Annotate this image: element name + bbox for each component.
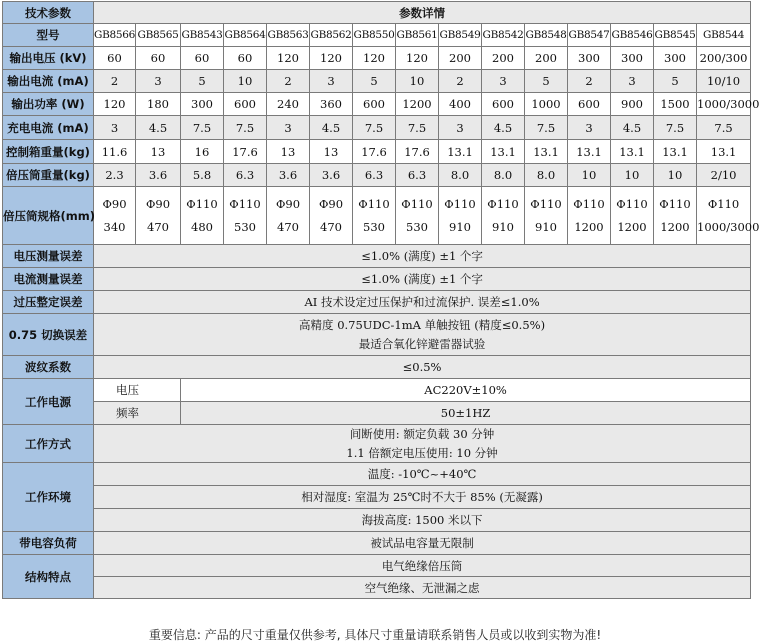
spec-cell: 7.5 — [525, 116, 568, 140]
spec-row — [3, 47, 751, 70]
model-cell: GB8543 — [181, 24, 224, 47]
switch-error-value — [94, 314, 751, 356]
spec-cell: 8.0 — [439, 164, 482, 187]
spec-cell: 6.3 — [396, 164, 439, 187]
row-ripple — [3, 356, 751, 379]
env-altitude: 海拔高度: 1500 米以下 — [94, 509, 751, 532]
size-diameter: Φ110 — [573, 197, 605, 211]
size-cell — [482, 187, 525, 245]
spec-cell: 4.5 — [136, 116, 181, 140]
spec-cell: 200 — [482, 47, 525, 70]
spec-cell: 17.6 — [224, 140, 267, 164]
env-humidity: 相对湿度: 室温为 25℃时不大于 85% (无凝露) — [94, 486, 751, 509]
spec-cell: 900 — [611, 93, 654, 116]
spec-cell: 1000 — [525, 93, 568, 116]
model-cell: GB8548 — [525, 24, 568, 47]
size-height: 1000/3000 — [697, 220, 759, 234]
work-mode-value — [94, 425, 751, 463]
spec-cell: 7.5 — [697, 116, 751, 140]
row-structure-1 — [3, 555, 751, 577]
size-height: 910 — [492, 220, 514, 234]
spec-cell: 1200 — [396, 93, 439, 116]
power-frequency-label: 频率 — [94, 402, 181, 425]
spec-cell: 3 — [439, 116, 482, 140]
row-power-frequency — [3, 402, 751, 425]
current-error-label: 电流测量误差 — [3, 268, 94, 291]
work-mode-label: 工作方式 — [3, 425, 94, 463]
size-row-label: 倍压筒规格(mm) — [3, 187, 94, 245]
spec-cell: 5 — [353, 70, 396, 93]
size-diameter: Φ110 — [707, 197, 740, 211]
spec-cell: 60 — [181, 47, 224, 70]
spec-cell: 2 — [267, 70, 310, 93]
row-current-error — [3, 268, 751, 291]
spec-cell: 120 — [310, 47, 353, 70]
model-cell: GB8550 — [353, 24, 396, 47]
spec-cell: 13.1 — [439, 140, 482, 164]
size-diameter: Φ90 — [145, 197, 171, 211]
size-diameter: Φ110 — [229, 197, 261, 211]
size-cell — [136, 187, 181, 245]
spec-cell: 2/10 — [697, 164, 751, 187]
spec-cell: 3 — [136, 70, 181, 93]
spec-row — [3, 116, 751, 140]
size-cell — [654, 187, 697, 245]
capacitive-load-label: 带电容负荷 — [3, 532, 94, 555]
spec-cell: 2.3 — [94, 164, 136, 187]
spec-cell: 1500 — [654, 93, 697, 116]
spec-cell: 400 — [439, 93, 482, 116]
structure-line1: 电气绝缘倍压筒 — [94, 555, 751, 577]
model-cell: GB8561 — [396, 24, 439, 47]
spec-cell: 120 — [94, 93, 136, 116]
spec-cell: 13 — [136, 140, 181, 164]
spec-cell: 180 — [136, 93, 181, 116]
size-diameter: Φ110 — [659, 197, 691, 211]
spec-row — [3, 164, 751, 187]
spec-cell: 13.1 — [525, 140, 568, 164]
spec-cell: 10/10 — [697, 70, 751, 93]
model-row — [3, 24, 751, 47]
size-cell — [353, 187, 396, 245]
size-height: 480 — [191, 220, 213, 234]
spec-cell: 5 — [654, 70, 697, 93]
spec-cell: 3.6 — [267, 164, 310, 187]
spec-cell: 7.5 — [224, 116, 267, 140]
spec-cell: 3 — [482, 70, 525, 93]
spec-cell: 120 — [396, 47, 439, 70]
size-diameter: Φ110 — [616, 197, 648, 211]
size-height: 470 — [147, 220, 169, 234]
spec-cell: 7.5 — [396, 116, 439, 140]
ripple-value: ≤0.5% — [94, 356, 751, 379]
header-label: 技术参数 — [3, 2, 94, 24]
spec-cell: 60 — [94, 47, 136, 70]
row-structure-2 — [3, 577, 751, 599]
env-temperature: 温度: -10℃~+40℃ — [94, 463, 751, 486]
power-voltage-value: AC220V±10% — [181, 379, 751, 402]
spec-cell: 8.0 — [482, 164, 525, 187]
model-cell: GB8564 — [224, 24, 267, 47]
model-cell: GB8565 — [136, 24, 181, 47]
spec-cell: 2 — [439, 70, 482, 93]
model-cell: GB8544 — [697, 24, 751, 47]
size-height: 1200 — [617, 220, 647, 234]
power-frequency-value: 50±1HZ — [181, 402, 751, 425]
size-height: 340 — [103, 220, 126, 234]
spec-cell: 200 — [439, 47, 482, 70]
model-label: 型号 — [3, 24, 94, 47]
spec-cell: 5.8 — [181, 164, 224, 187]
spec-cell: 300 — [568, 47, 611, 70]
row-env-temperature — [3, 463, 751, 486]
work-mode-line2: 1.1 倍额定电压使用: 10 分钟 — [346, 446, 498, 460]
spec-cell: 8.0 — [525, 164, 568, 187]
model-cell: GB8546 — [611, 24, 654, 47]
size-cell — [396, 187, 439, 245]
model-cell: GB8562 — [310, 24, 353, 47]
size-cell — [310, 187, 353, 245]
size-height: 470 — [320, 220, 342, 234]
spec-cell: 13.1 — [482, 140, 525, 164]
spec-cell: 13.1 — [568, 140, 611, 164]
size-diameter: Φ110 — [530, 197, 562, 211]
size-diameter: Φ110 — [487, 197, 519, 211]
spec-cell: 6.3 — [353, 164, 396, 187]
spec-cell: 200 — [525, 47, 568, 70]
spec-row-label: 输出功率 (W) — [3, 93, 94, 116]
power-supply-label: 工作电源 — [3, 379, 94, 425]
size-height: 910 — [535, 220, 557, 234]
size-cell — [439, 187, 482, 245]
spec-cell: 600 — [568, 93, 611, 116]
spec-row — [3, 140, 751, 164]
spec-cell: 10 — [396, 70, 439, 93]
header-title: 参数详情 — [94, 2, 751, 24]
row-switch-error — [3, 314, 751, 356]
header-row — [3, 2, 751, 24]
spec-cell: 16 — [181, 140, 224, 164]
size-height: 910 — [449, 220, 471, 234]
spec-cell: 60 — [136, 47, 181, 70]
switch-error-line1: 高精度 0.75UDC-1mA 单触按钮 (精度≤0.5%) — [299, 318, 546, 332]
spec-cell: 13.1 — [611, 140, 654, 164]
notice-text: 重要信息: 产品的尺寸重量仅供参考, 具体尺寸重量请联系销售人员或以收到实物为准! — [148, 628, 602, 642]
spec-cell: 300 — [611, 47, 654, 70]
spec-cell: 600 — [224, 93, 267, 116]
size-height: 530 — [363, 220, 385, 234]
size-height: 470 — [277, 220, 299, 234]
size-cell — [697, 187, 759, 245]
spec-cell: 2 — [94, 70, 136, 93]
spec-cell: 6.3 — [224, 164, 267, 187]
spec-cell: 7.5 — [353, 116, 396, 140]
spec-cell: 17.6 — [396, 140, 439, 164]
spec-cell: 7.5 — [181, 116, 224, 140]
work-mode-line1: 间断使用: 额定负载 30 分钟 — [349, 427, 495, 441]
size-cell — [94, 187, 136, 245]
spec-cell: 10 — [568, 164, 611, 187]
spec-cell: 4.5 — [611, 116, 654, 140]
spec-cell: 13.1 — [697, 140, 751, 164]
structure-line2: 空气绝缘、无泄漏之虑 — [94, 577, 751, 599]
spec-cell: 60 — [224, 47, 267, 70]
overvoltage-error-value: AI 技术设定过压保护和过流保护. 误差≤1.0% — [94, 291, 751, 314]
size-diameter: Φ110 — [401, 197, 433, 211]
size-diameter: Φ90 — [318, 197, 344, 211]
spec-cell: 4.5 — [482, 116, 525, 140]
spec-row — [3, 93, 751, 116]
spec-cell: 3 — [611, 70, 654, 93]
size-cell — [525, 187, 568, 245]
spec-cell: 1000/3000 — [697, 93, 751, 116]
row-env-altitude — [3, 509, 751, 532]
size-diameter: Φ90 — [102, 197, 127, 211]
row-overvoltage-error — [3, 291, 751, 314]
spec-table — [2, 1, 759, 599]
voltage-error-value: ≤1.0% (满度) ±1 个字 — [94, 245, 751, 268]
spec-cell: 3 — [568, 116, 611, 140]
voltage-error-label: 电压测量误差 — [3, 245, 94, 268]
spec-cell: 4.5 — [310, 116, 353, 140]
spec-cell: 600 — [482, 93, 525, 116]
spec-cell: 5 — [525, 70, 568, 93]
size-cell — [224, 187, 267, 245]
spec-row-label: 倍压筒重量(kg) — [3, 164, 94, 187]
spec-cell: 13 — [310, 140, 353, 164]
spec-cell: 2 — [568, 70, 611, 93]
spec-cell: 10 — [224, 70, 267, 93]
size-cell — [267, 187, 310, 245]
current-error-value: ≤1.0% (满度) ±1 个字 — [94, 268, 751, 291]
spec-cell: 10 — [654, 164, 697, 187]
spec-cell: 600 — [353, 93, 396, 116]
spec-row-label: 输出电压 (kV) — [3, 47, 94, 70]
spec-cell: 10 — [611, 164, 654, 187]
power-voltage-label: 电压 — [94, 379, 181, 402]
row-capacitive-load — [3, 532, 751, 555]
spec-cell: 120 — [267, 47, 310, 70]
spec-cell: 17.6 — [353, 140, 396, 164]
model-cell: GB8545 — [654, 24, 697, 47]
spec-cell: 11.6 — [94, 140, 136, 164]
row-voltage-error — [3, 245, 751, 268]
row-power-voltage — [3, 379, 751, 402]
spec-row-label: 充电电流 (mA) — [3, 116, 94, 140]
switch-error-line2: 最适合氧化锌避雷器试验 — [358, 337, 486, 351]
spec-cell: 7.5 — [654, 116, 697, 140]
spec-cell: 240 — [267, 93, 310, 116]
spec-cell: 360 — [310, 93, 353, 116]
spec-cell: 300 — [654, 47, 697, 70]
spec-cell: 13 — [267, 140, 310, 164]
model-cell: GB8549 — [439, 24, 482, 47]
model-cell: GB8563 — [267, 24, 310, 47]
size-height: 530 — [234, 220, 256, 234]
size-row — [3, 187, 751, 245]
size-diameter: Φ110 — [444, 197, 476, 211]
structure-label: 结构特点 — [3, 555, 94, 599]
size-cell — [181, 187, 224, 245]
size-diameter: Φ110 — [186, 197, 218, 211]
overvoltage-error-label: 过压整定误差 — [3, 291, 94, 314]
spec-row-label: 控制箱重量(kg) — [3, 140, 94, 164]
spec-cell: 200/300 — [697, 47, 751, 70]
switch-error-label: 0.75 切换误差 — [3, 314, 94, 356]
capacitive-load-value: 被试品电容量无限制 — [94, 532, 751, 555]
spec-cell: 3 — [267, 116, 310, 140]
size-cell — [611, 187, 654, 245]
size-diameter: Φ90 — [275, 197, 301, 211]
spec-cell: 120 — [353, 47, 396, 70]
spec-cell: 3 — [94, 116, 136, 140]
model-cell: GB8542 — [482, 24, 525, 47]
size-height: 530 — [406, 220, 428, 234]
environment-label: 工作环境 — [3, 463, 94, 532]
model-cell: GB8566 — [94, 24, 136, 47]
size-height: 1200 — [660, 220, 690, 234]
spec-row — [3, 70, 751, 93]
row-work-mode — [3, 425, 751, 463]
spec-cell: 3.6 — [310, 164, 353, 187]
size-height: 1200 — [574, 220, 604, 234]
spec-row-label: 输出电流 (mA) — [3, 70, 94, 93]
row-env-humidity — [3, 486, 751, 509]
spec-cell: 3 — [310, 70, 353, 93]
size-diameter: Φ110 — [358, 197, 390, 211]
spec-cell: 3.6 — [136, 164, 181, 187]
spec-cell: 300 — [181, 93, 224, 116]
spec-cell: 13.1 — [654, 140, 697, 164]
spec-cell: 5 — [181, 70, 224, 93]
model-cell: GB8547 — [568, 24, 611, 47]
size-cell — [568, 187, 611, 245]
ripple-label: 波纹系数 — [3, 356, 94, 379]
